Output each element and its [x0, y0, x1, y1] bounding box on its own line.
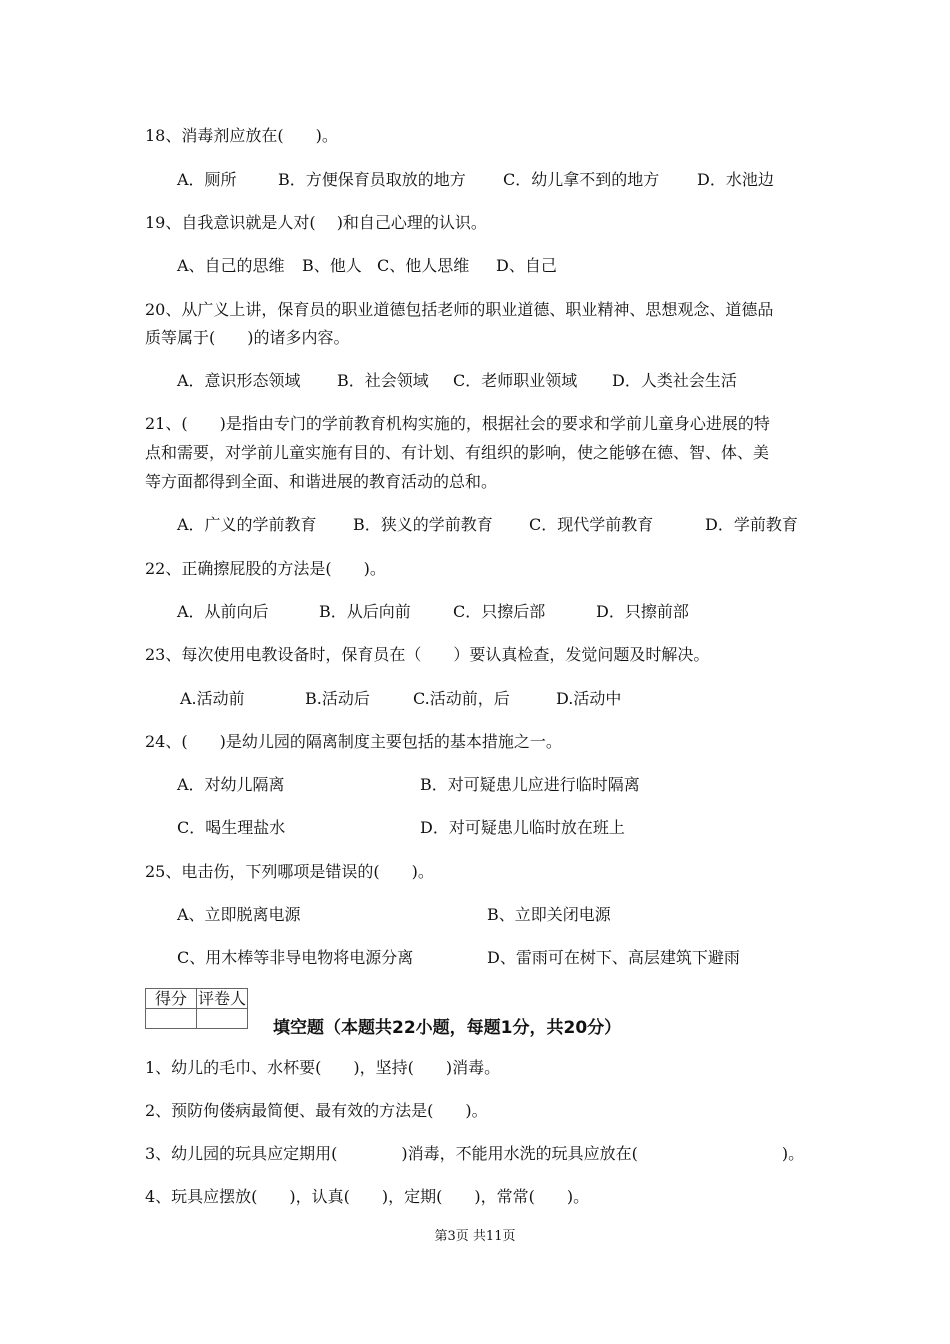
- score-box-header-score: 得分: [146, 989, 197, 1009]
- question-24-stem: 24、( )是幼儿园的隔离制度主要包括的基本措施之一。: [145, 732, 562, 751]
- question-23-option-b: B.活动后: [305, 689, 370, 708]
- fill-in-question-2: 2、预防佝偻病最简便、最有效的方法是( )。: [145, 1101, 488, 1120]
- question-24-option-a: A．对幼儿隔离: [177, 775, 285, 794]
- question-19-option-a: A、自己的思维: [177, 256, 285, 275]
- question-19-option-d: D、自己: [496, 256, 557, 275]
- question-25-option-a: A、立即脱离电源: [177, 905, 301, 924]
- question-21-option-b: B．狭义的学前教育: [353, 515, 493, 534]
- question-25-stem: 25、电击伤，下列哪项是错误的( )。: [145, 862, 434, 881]
- question-20-option-c: C．老师职业领域: [453, 371, 578, 390]
- question-21-option-c: C．现代学前教育: [529, 515, 654, 534]
- question-18-option-c: C．幼儿拿不到的地方: [503, 170, 660, 189]
- question-18-option-d: D．水池边: [697, 170, 774, 189]
- page-footer: 第3页 共11页: [434, 1229, 516, 1244]
- question-21-stem-line-1: 21、( )是指由专门的学前教育机构实施的，根据社会的要求和学前儿童身心进展的特: [145, 414, 770, 433]
- question-18-stem: 18、消毒剂应放在( )。: [145, 126, 338, 145]
- question-20-option-b: B．社会领域: [337, 371, 429, 390]
- question-23-option-d: D.活动中: [556, 689, 622, 708]
- question-25-option-d: D、雷雨可在树下、高层建筑下避雨: [487, 948, 740, 967]
- section-title: 填空题（本题共22小题，每题1分，共20分）: [273, 1018, 622, 1038]
- question-20-stem-line-1: 20、从广义上讲，保育员的职业道德包括老师的职业道德、职业精神、思想观念、道德品: [145, 300, 774, 319]
- question-25-option-c: C、用木棒等非导电物将电源分离: [177, 948, 414, 967]
- question-22-option-a: A．从前向后: [177, 602, 269, 621]
- question-21-option-d: D．学前教育: [705, 515, 798, 534]
- question-24-option-c: C．喝生理盐水: [177, 818, 286, 837]
- question-21-stem-line-2: 点和需要，对学前儿童实施有目的、有计划、有组织的影响，使之能够在德、智、体、美: [145, 443, 770, 462]
- question-19-stem: 19、自我意识就是人对( )和自己心理的认识。: [145, 213, 487, 232]
- question-20-option-d: D．人类社会生活: [612, 371, 737, 390]
- question-21-stem-line-3: 等方面都得到全面、和谐进展的教育活动的总和。: [145, 472, 498, 491]
- fill-in-question-1: 1、幼儿的毛巾、水杯要( )，坚持( )消毒。: [145, 1058, 501, 1077]
- question-24-option-b: B．对可疑患儿应进行临时隔离: [420, 775, 640, 794]
- question-24-option-d: D．对可疑患儿临时放在班上: [420, 818, 625, 837]
- score-box-cell-score[interactable]: [146, 1009, 197, 1029]
- question-22-stem: 22、正确擦屁股的方法是( )。: [145, 559, 386, 578]
- question-25-option-b: B、立即关闭电源: [487, 905, 611, 924]
- fill-in-question-3: 3、幼儿园的玩具应定期用( )消毒，不能用水洗的玩具应放在( )。: [145, 1144, 805, 1163]
- question-19-option-c: C、他人思维: [377, 256, 470, 275]
- score-box: [145, 988, 248, 1029]
- question-20-stem-line-2: 质等属于( )的诸多内容。: [145, 328, 350, 347]
- score-box-header-grader: 评卷人: [197, 989, 246, 1008]
- question-22-option-c: C．只擦后部: [453, 602, 546, 621]
- question-18-option-b: B．方便保育员取放的地方: [278, 170, 466, 189]
- question-19-option-b: B、他人: [302, 256, 362, 275]
- question-20-option-a: A．意识形态领域: [177, 371, 301, 390]
- question-18-option-a: A．厕所: [177, 170, 237, 189]
- question-21-option-a: A．广义的学前教育: [177, 515, 317, 534]
- fill-in-question-4: 4、玩具应摆放( )，认真( )，定期( )，常常( )。: [145, 1187, 590, 1206]
- question-23-option-c: C.活动前，后: [413, 689, 510, 708]
- question-22-option-b: B．从后向前: [319, 602, 411, 621]
- question-23-stem: 23、每次使用电教设备时，保育员在（ ）要认真检查，发觉问题及时解决。: [145, 645, 710, 664]
- question-23-option-a: A.活动前: [180, 689, 245, 708]
- question-22-option-d: D．只擦前部: [596, 602, 689, 621]
- score-box-cell-grader[interactable]: [197, 1009, 248, 1029]
